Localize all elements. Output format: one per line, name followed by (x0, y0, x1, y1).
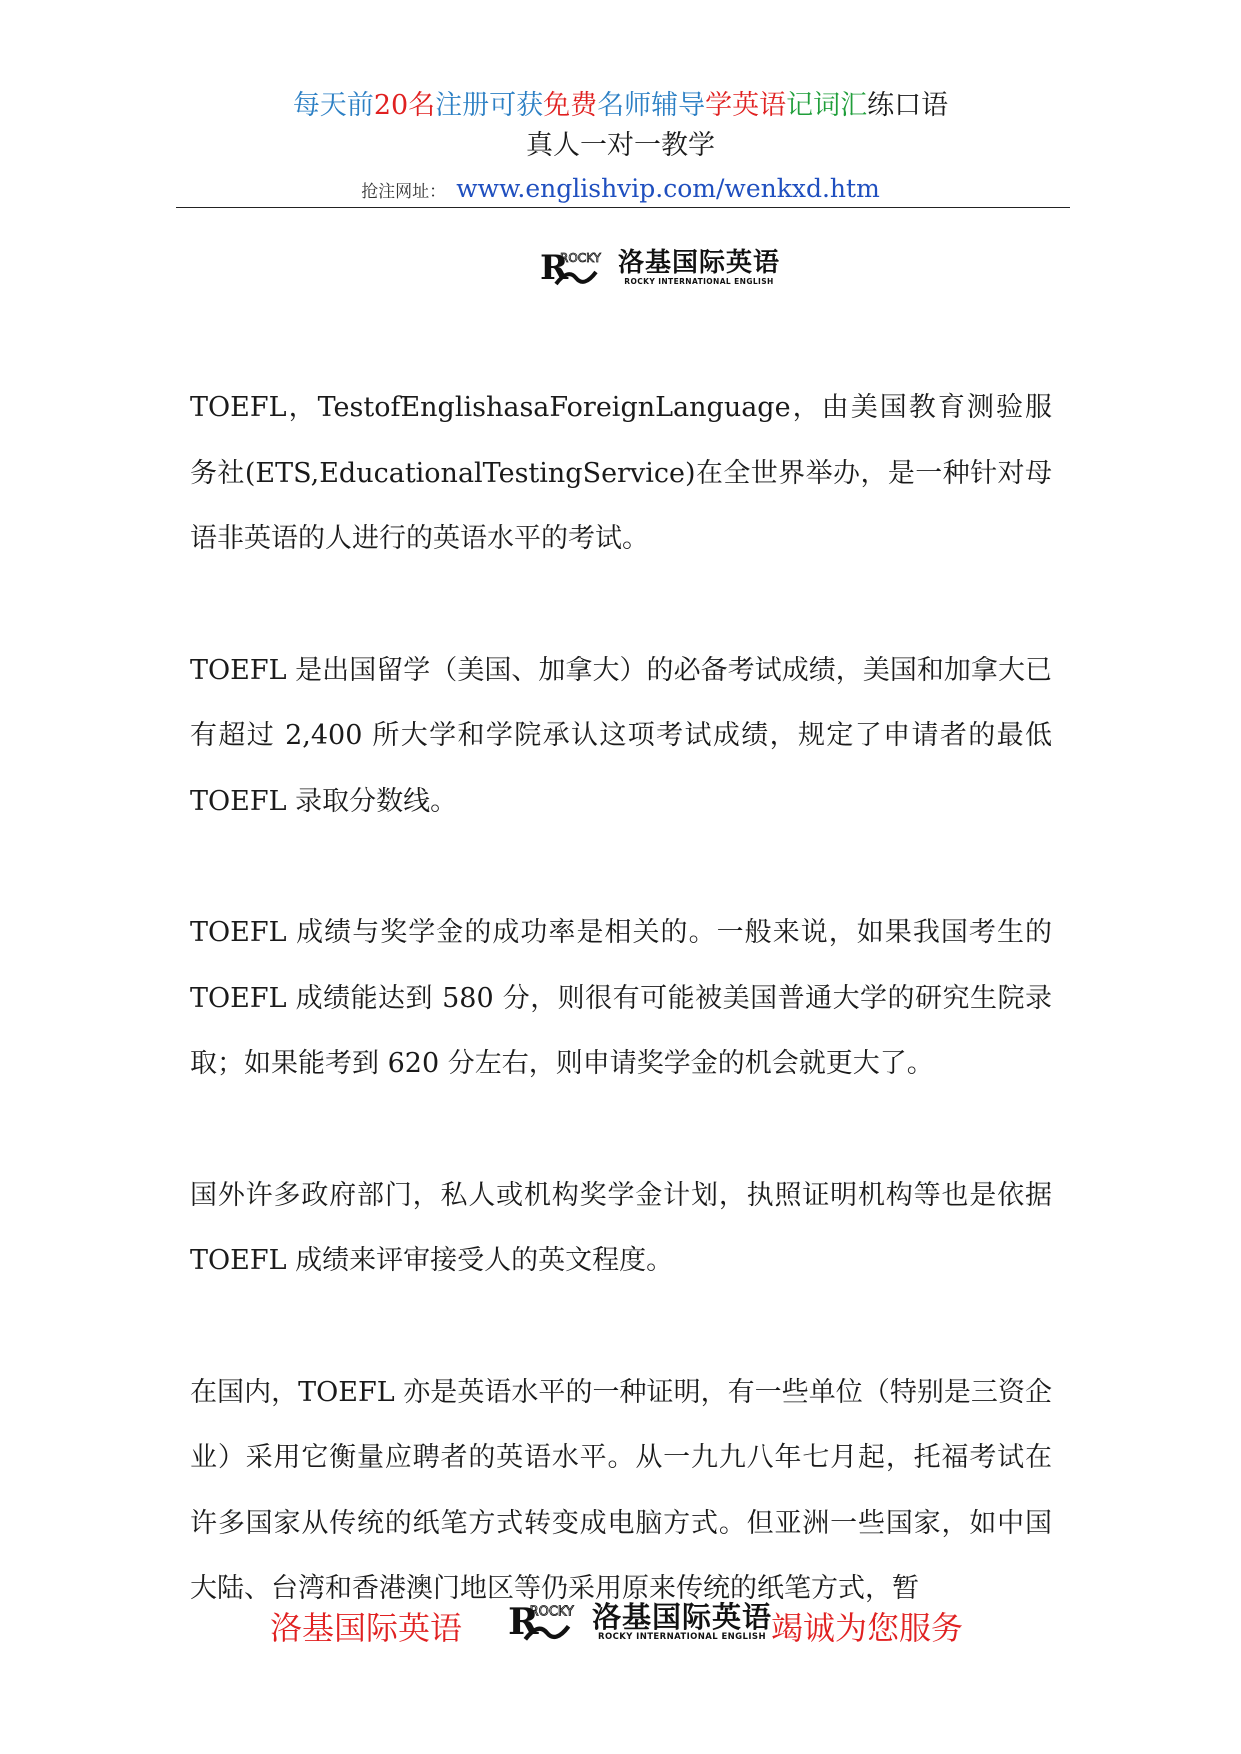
footer-brand-text: 洛基国际英语 (270, 1609, 463, 1647)
logo-chinese-name: 洛基国际英语 (618, 248, 781, 278)
paragraph-1: TOEFL，TestofEnglishasaForeignLanguage，由美国教育测验服务社(ETS,EducationalTestingService)在全世界举办，是一种针对母语非英语的人进行的英语水平的考试。 (190, 392, 1052, 554)
rocky-logo-bottom (508, 1600, 772, 1644)
rocky-logo-mark-icon (508, 1600, 588, 1644)
svg-text:R: R (508, 1600, 539, 1643)
footer-service-text: 竭诚为您服务 (771, 1609, 964, 1647)
rocky-logo-top (540, 248, 780, 288)
rocky-logo-mark-icon (540, 248, 614, 288)
svg-text:R: R (540, 248, 569, 288)
logo-mark-letters: ROCKY (560, 251, 601, 265)
promo-subtitle: 真人一对一教学 (526, 130, 715, 161)
promo-segment: 记词汇 (786, 90, 868, 121)
promo-segment: 注册 (435, 90, 490, 121)
url-label: 抢注网址： (361, 182, 447, 202)
page-header (0, 86, 1241, 209)
header-divider (176, 207, 1070, 208)
promo-banner (0, 86, 1241, 126)
document-body (190, 375, 1052, 1688)
logo-text (618, 249, 780, 287)
paragraph-2: TOEFL 是出国留学（美国、加拿大）的必备考试成绩，美国和加拿大已有超过 2,400 所大学和学院承认这项考试成绩，规定了申请者的最低 TOEFL 录取分数线。 (190, 654, 1052, 817)
page-footer (0, 1600, 1241, 1660)
promo-segment: 可获 (489, 90, 544, 121)
paragraph-4: 国外许多政府部门，私人或机构奖学金计划，执照证明机构等也是依据 TOEFL 成绩来评审接受人的英文程度。 (190, 1179, 1052, 1276)
promo-segment: 免费 (543, 90, 598, 121)
signup-url-link[interactable]: www.englishvip.com/wenkxd.htm (456, 174, 880, 203)
promo-segment: 20 (373, 90, 409, 121)
logo-chinese-name: 洛基国际英语 (592, 1600, 773, 1634)
logo-mark-letters: ROCKY (529, 1604, 574, 1620)
logo-text (592, 1602, 772, 1642)
logo-english-name: ROCKY INTERNATIONAL ENGLISH (598, 1632, 766, 1642)
paragraph-3: TOEFL 成绩与奖学金的成功率是相关的。一般来说，如果我国考生的 TOEFL 成绩能达到 580 分，则很有可能被美国普通大学的研究生院录取；如果能考到 620 分左右，则申请奖学金的机会就更大了。 (190, 917, 1052, 1079)
promo-segment: 名 (408, 90, 436, 121)
logo-english-name: ROCKY INTERNATIONAL ENGLISH (624, 277, 774, 286)
paragraph-5: 在国内，TOEFL 亦是英语水平的一种证明，有一些单位（特别是三资企业）采用它衡量应聘者的英语水平。从一九九八年七月起，托福考试在许多国家从传统的纸笔方式转变成电脑方式。但亚洲一些国家，如中国大陆、台湾和香港澳门地区等仍采用原来传统的纸笔方式，暂 (190, 1376, 1052, 1604)
promo-segment: 每天 (292, 90, 347, 121)
promo-segment: 练口语 (867, 90, 949, 121)
signup-url-line (0, 172, 1241, 209)
promo-segment: 学英语 (705, 90, 787, 121)
promo-segment: 名师辅导 (597, 90, 706, 121)
promo-segment: 前 (346, 90, 374, 121)
